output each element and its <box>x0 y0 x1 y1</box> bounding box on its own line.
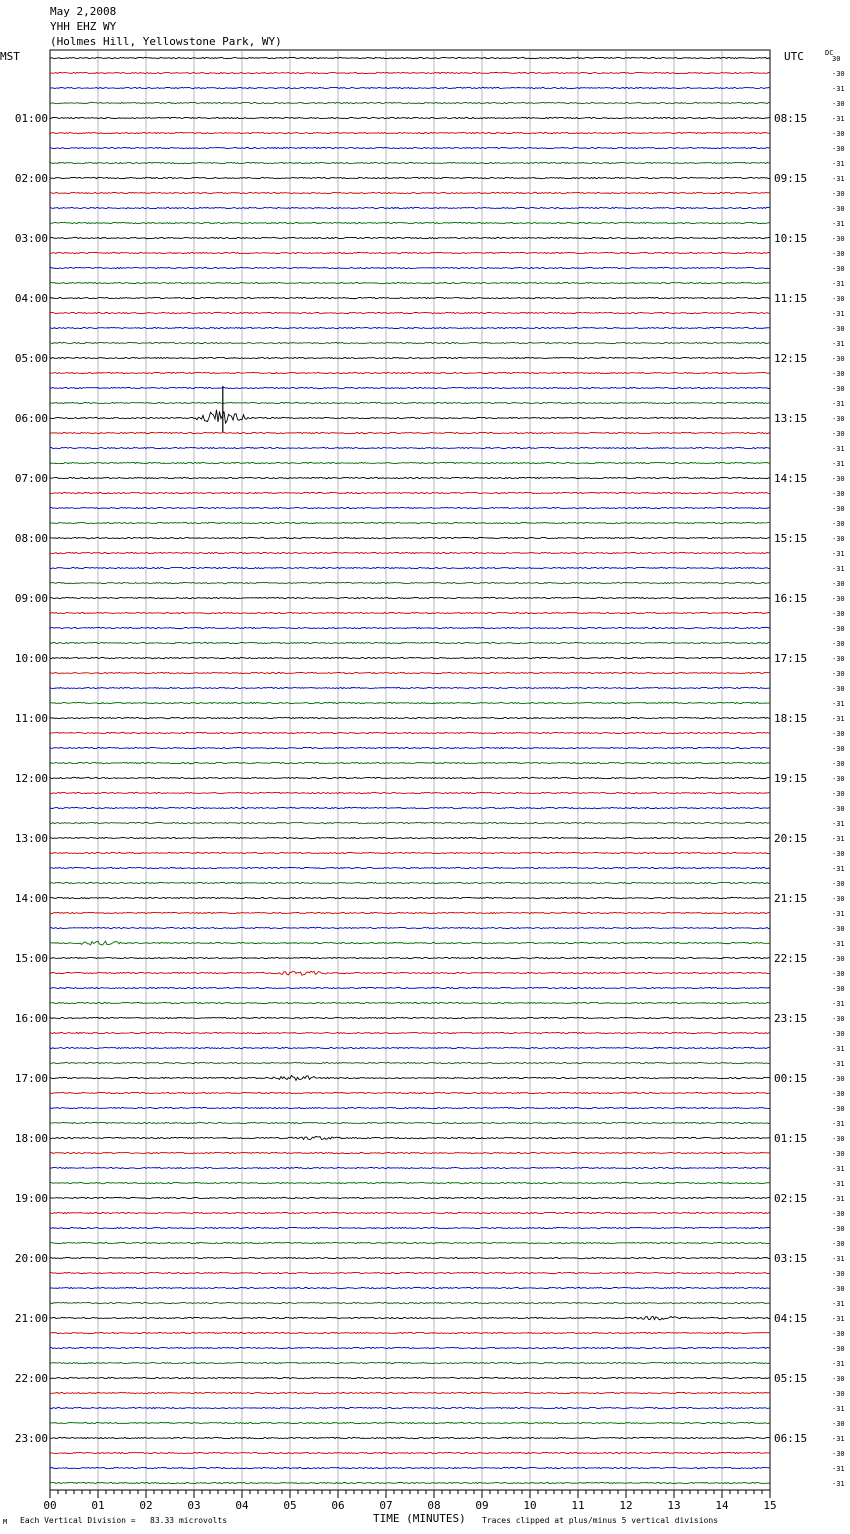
hour-label-utc: 03:15 <box>774 1252 808 1265</box>
trace-line <box>50 627 770 628</box>
trace-line <box>50 1242 770 1243</box>
trace-line <box>50 747 770 748</box>
row-value-label: -31 <box>832 1465 845 1473</box>
trace-line <box>50 1272 770 1273</box>
trace-line <box>50 822 770 823</box>
hour-label-mst: 06:00 <box>14 412 48 425</box>
trace-line <box>50 732 770 733</box>
row-value-label: -31 <box>832 910 845 918</box>
row-value-label: -30 <box>832 535 845 543</box>
trace-line <box>50 897 770 898</box>
row-value-label: -31 <box>832 1195 845 1203</box>
hour-label-mst: 16:00 <box>14 1012 48 1025</box>
row-value-label: -30 <box>832 70 845 78</box>
record-date: May 2,2008 <box>50 5 117 18</box>
trace-line <box>50 927 770 928</box>
x-tick-label: 01 <box>91 1499 105 1512</box>
trace-line <box>50 87 770 88</box>
row-value-label: -30 <box>832 985 845 993</box>
row-value-label: -30 <box>832 1270 845 1278</box>
row-value-label: -30 <box>832 100 845 108</box>
row-value-label: -31 <box>832 1045 845 1053</box>
row-value-label: -30 <box>832 1240 845 1248</box>
trace-line <box>50 177 770 178</box>
row-value-label: -30 <box>832 595 845 603</box>
row-value-label: -31 <box>832 550 845 558</box>
trace-line <box>50 372 770 373</box>
trace-line <box>50 1122 770 1123</box>
row-value-label: -31 <box>832 1000 845 1008</box>
hour-label-utc: 08:15 <box>774 112 808 125</box>
trace-line <box>50 1017 770 1018</box>
trace-line <box>50 387 770 388</box>
trace-line <box>50 102 770 103</box>
trace-line <box>50 252 770 253</box>
hour-label-mst: 18:00 <box>14 1132 48 1145</box>
row-value-label: -30 <box>832 805 845 813</box>
row-value-label: -31 <box>832 1180 845 1188</box>
trace-line <box>50 267 770 268</box>
trace-line <box>50 552 770 553</box>
trace-line <box>50 327 770 328</box>
trace-line <box>50 987 770 988</box>
trace-line <box>50 1032 770 1033</box>
trace-line <box>50 792 770 793</box>
row-value-label: -31 <box>832 460 845 468</box>
row-value-label: -30 <box>832 355 845 363</box>
hour-label-utc: 06:15 <box>774 1432 808 1445</box>
left-timezone-label: MST <box>0 50 20 63</box>
trace-line <box>50 867 770 868</box>
trace-line <box>50 837 770 838</box>
row-value-label: -30 <box>832 745 845 753</box>
hour-label-mst: 07:00 <box>14 472 48 485</box>
row-value-label: -30 <box>832 685 845 693</box>
hour-label-utc: 13:15 <box>774 412 808 425</box>
row-value-label: -30 <box>832 1345 845 1353</box>
trace-line <box>50 1227 770 1228</box>
trace-line <box>50 1302 770 1303</box>
trace-line <box>50 1092 770 1093</box>
row-value-label: -31 <box>832 865 845 873</box>
hour-label-utc: 19:15 <box>774 772 808 785</box>
trace-line <box>50 1482 770 1483</box>
row-value-label: -30 <box>832 970 845 978</box>
x-axis-title: TIME (MINUTES) <box>373 1512 466 1525</box>
row-value-label: -31 <box>832 1435 845 1443</box>
row-value-label: -31 <box>832 700 845 708</box>
row-value-label: -30 <box>832 775 845 783</box>
hour-label-mst: 13:00 <box>14 832 48 845</box>
trace-line <box>50 612 770 613</box>
clipping-note: Traces clipped at plus/minus 5 vertical divisions <box>482 1516 719 1525</box>
row-value-label: -30 <box>832 1375 845 1383</box>
hour-label-mst: 11:00 <box>14 712 48 725</box>
trace-line <box>50 117 770 118</box>
trace-line <box>50 462 770 463</box>
trace-line <box>50 1452 770 1453</box>
hour-label-utc: 14:15 <box>774 472 808 485</box>
row-value-label: -30 <box>832 655 845 663</box>
hour-label-mst: 17:00 <box>14 1072 48 1085</box>
trace-line <box>50 1137 770 1140</box>
trace-line <box>50 1362 770 1363</box>
row-value-label: -30 <box>832 1090 845 1098</box>
trace-line <box>50 1316 770 1320</box>
trace-line <box>50 1257 770 1258</box>
trace-line <box>50 1197 770 1198</box>
row-value-label: -30 <box>832 760 845 768</box>
row-value-label: -30 <box>832 895 845 903</box>
row-value-label: -31 <box>832 565 845 573</box>
row-value-label: -31 <box>832 280 845 288</box>
row-value-label: -31 <box>832 445 845 453</box>
hour-label-mst: 14:00 <box>14 892 48 905</box>
hour-label-utc: 23:15 <box>774 1012 808 1025</box>
row-value-label: -30 <box>832 1420 845 1428</box>
trace-line <box>50 1377 770 1378</box>
hour-label-mst: 10:00 <box>14 652 48 665</box>
trace-line <box>50 432 770 433</box>
row-value-label: -30 <box>832 520 845 528</box>
hour-label-utc: 09:15 <box>774 172 808 185</box>
row-value-label: -30 <box>832 250 845 258</box>
hour-label-mst: 05:00 <box>14 352 48 365</box>
row-value-label: -30 <box>832 925 845 933</box>
row-value-label: -30 <box>832 1330 845 1338</box>
x-tick-label: 05 <box>283 1499 297 1512</box>
trace-line <box>50 282 770 283</box>
row-value-label: -30 <box>832 490 845 498</box>
row-value-label: -30 <box>832 1225 845 1233</box>
hour-label-utc: 22:15 <box>774 952 808 965</box>
row-value-label: -31 <box>832 160 845 168</box>
row-value-label: -30 <box>832 730 845 738</box>
trace-line <box>50 1287 770 1288</box>
corner-mark: M <box>3 1518 8 1526</box>
trace-line <box>50 147 770 148</box>
hour-label-mst: 20:00 <box>14 1252 48 1265</box>
row-value-label: -31 <box>832 1315 845 1323</box>
row-value-label: -30 <box>832 235 845 243</box>
row-value-label: -30 <box>832 850 845 858</box>
trace-line <box>50 702 770 703</box>
right-timezone-label: UTC <box>784 50 804 63</box>
row-value-label: -30 <box>832 295 845 303</box>
station-code: YHH EHZ WY <box>50 20 117 33</box>
row-value-label: -30 <box>832 790 845 798</box>
row-value-label: -30 <box>832 880 845 888</box>
row-value-label: -30 <box>832 580 845 588</box>
x-tick-label: 10 <box>523 1499 537 1512</box>
dc-label: DC <box>825 49 834 57</box>
row-value-label: -30 <box>832 325 845 333</box>
row-value-label: -30 <box>832 190 845 198</box>
x-tick-label: 00 <box>43 1499 57 1512</box>
row-value-label: -30 <box>832 505 845 513</box>
x-tick-label: 14 <box>715 1499 729 1512</box>
row-value-label: -31 <box>832 115 845 123</box>
row-value-label: -31 <box>832 1480 845 1488</box>
row-value-label: -31 <box>832 1120 845 1128</box>
x-tick-label: 07 <box>379 1499 393 1512</box>
x-tick-label: 15 <box>763 1499 777 1512</box>
hour-label-mst: 02:00 <box>14 172 48 185</box>
trace-line <box>50 597 770 598</box>
trace-line <box>50 342 770 343</box>
row-value-label: -31 <box>832 340 845 348</box>
trace-line <box>50 537 770 538</box>
row-value-label: -30 <box>832 1210 845 1218</box>
trace-line <box>50 410 770 423</box>
hour-label-mst: 08:00 <box>14 532 48 545</box>
row-value-label: -30 <box>832 625 845 633</box>
trace-line <box>50 852 770 853</box>
hour-label-utc: 04:15 <box>774 1312 808 1325</box>
hour-label-utc: 10:15 <box>774 232 808 245</box>
trace-line <box>50 882 770 883</box>
row-value-label: -31 <box>832 1165 845 1173</box>
trace-line <box>50 717 770 718</box>
hour-label-mst: 21:00 <box>14 1312 48 1325</box>
hour-label-mst: 12:00 <box>14 772 48 785</box>
row-value-label: -31 <box>832 85 845 93</box>
x-tick-label: 04 <box>235 1499 249 1512</box>
trace-line <box>50 567 770 568</box>
trace-line <box>50 657 770 658</box>
trace-line <box>50 777 770 778</box>
trace-line <box>50 912 770 913</box>
trace-line <box>50 687 770 688</box>
trace-line <box>50 672 770 673</box>
row-value-label: -31 <box>832 820 845 828</box>
vertical-division-note: Each Vertical Division = 83.33 microvolts <box>20 1516 228 1525</box>
hour-label-utc: 05:15 <box>774 1372 808 1385</box>
trace-line <box>50 1182 770 1183</box>
x-tick-label: 09 <box>475 1499 489 1512</box>
row-value-label: -30 <box>832 1030 845 1038</box>
hour-label-mst: 04:00 <box>14 292 48 305</box>
row-value-label: -30 <box>832 385 845 393</box>
row-value-label: -31 <box>832 940 845 948</box>
trace-line <box>50 582 770 583</box>
row-value-label: -30 <box>832 955 845 963</box>
row-value-label: -30 <box>832 1015 845 1023</box>
trace-line <box>50 1332 770 1333</box>
x-tick-label: 08 <box>427 1499 441 1512</box>
trace-line <box>50 222 770 223</box>
trace-line <box>50 207 770 208</box>
row-value-label: -30 <box>832 265 845 273</box>
trace-line <box>50 1392 770 1393</box>
hour-label-utc: 12:15 <box>774 352 808 365</box>
trace-line <box>50 522 770 523</box>
row-value-label: -30 <box>832 475 845 483</box>
trace-line <box>50 1002 770 1003</box>
row-value-label: -30 <box>832 610 845 618</box>
hour-label-utc: 01:15 <box>774 1132 808 1145</box>
hour-label-mst: 23:00 <box>14 1432 48 1445</box>
row-value-label: -31 <box>832 1300 845 1308</box>
trace-line <box>50 1062 770 1063</box>
row-value-label: -30 <box>832 640 845 648</box>
station-location: (Holmes Hill, Yellowstone Park, WY) <box>50 35 282 48</box>
trace-line <box>50 1047 770 1048</box>
row-value-label: -31 <box>832 310 845 318</box>
row-value-label: -30 <box>832 1075 845 1083</box>
trace-line <box>50 971 770 975</box>
hour-label-utc: 16:15 <box>774 592 808 605</box>
row-value-label: -31 <box>832 400 845 408</box>
trace-line <box>50 507 770 508</box>
hour-label-mst: 22:00 <box>14 1372 48 1385</box>
trace-line <box>50 237 770 238</box>
hour-label-utc: 20:15 <box>774 832 808 845</box>
row-value-label: -31 <box>832 835 845 843</box>
row-value-label: -31 <box>832 1060 845 1068</box>
trace-line <box>50 807 770 808</box>
row-value-label: -31 <box>832 1360 845 1368</box>
row-value-label: -31 <box>832 715 845 723</box>
trace-line <box>50 312 770 313</box>
x-tick-label: 11 <box>571 1499 585 1512</box>
hour-label-mst: 09:00 <box>14 592 48 605</box>
row-value-label: -30 <box>832 430 845 438</box>
trace-line <box>50 72 770 73</box>
row-value-label: -30 <box>832 1150 845 1158</box>
x-tick-label: 13 <box>667 1499 681 1512</box>
x-tick-label: 12 <box>619 1499 633 1512</box>
hour-label-utc: 18:15 <box>774 712 808 725</box>
trace-line <box>50 1407 770 1408</box>
trace-line <box>50 1437 770 1438</box>
trace-line <box>50 477 770 478</box>
x-tick-label: 03 <box>187 1499 201 1512</box>
x-tick-label: 02 <box>139 1499 153 1512</box>
trace-line <box>50 1347 770 1348</box>
row-value-label: -30 <box>832 1450 845 1458</box>
trace-line <box>50 297 770 298</box>
trace-line <box>50 957 770 958</box>
trace-line <box>50 57 770 58</box>
trace-line <box>50 941 770 945</box>
hour-label-mst: 15:00 <box>14 952 48 965</box>
row-value-label: -30 <box>832 1390 845 1398</box>
hour-label-mst: 01:00 <box>14 112 48 125</box>
hour-label-utc: 21:15 <box>774 892 808 905</box>
row-value-label: -30 <box>832 415 845 423</box>
trace-line <box>50 1152 770 1153</box>
hour-label-mst: 19:00 <box>14 1192 48 1205</box>
trace-line <box>50 447 770 448</box>
row-value-label: -30 <box>832 1135 845 1143</box>
hour-label-mst: 03:00 <box>14 232 48 245</box>
hour-label-utc: 00:15 <box>774 1072 808 1085</box>
row-value-label: -30 <box>832 130 845 138</box>
hour-label-utc: 11:15 <box>774 292 808 305</box>
row-value-label: -31 <box>832 220 845 228</box>
plot-frame <box>50 50 770 1490</box>
row-value-label: -30 <box>832 205 845 213</box>
trace-line <box>50 492 770 493</box>
trace-line <box>50 642 770 643</box>
hour-label-utc: 15:15 <box>774 532 808 545</box>
trace-line <box>50 132 770 133</box>
row-value-label: -30 <box>832 670 845 678</box>
trace-line <box>50 762 770 763</box>
trace-line <box>50 357 770 358</box>
trace-line <box>50 1107 770 1108</box>
hour-label-utc: 02:15 <box>774 1192 808 1205</box>
row-value-label: -31 <box>832 1405 845 1413</box>
trace-line <box>50 1422 770 1423</box>
row-value-label: -31 <box>832 1255 845 1263</box>
hour-label-utc: 17:15 <box>774 652 808 665</box>
row-value-label: -30 <box>832 1285 845 1293</box>
trace-line <box>50 402 770 403</box>
x-tick-label: 06 <box>331 1499 345 1512</box>
row-value-label: -31 <box>832 175 845 183</box>
trace-line <box>50 1167 770 1168</box>
trace-line <box>50 162 770 163</box>
row-value-label: -30 <box>832 1105 845 1113</box>
trace-line <box>50 1075 770 1080</box>
trace-line <box>50 192 770 193</box>
row-value-label: -30 <box>832 145 845 153</box>
trace-line <box>50 1212 770 1213</box>
trace-line <box>50 1467 770 1468</box>
row-value-label: -30 <box>832 370 845 378</box>
row-value-label: 30 <box>832 55 841 63</box>
